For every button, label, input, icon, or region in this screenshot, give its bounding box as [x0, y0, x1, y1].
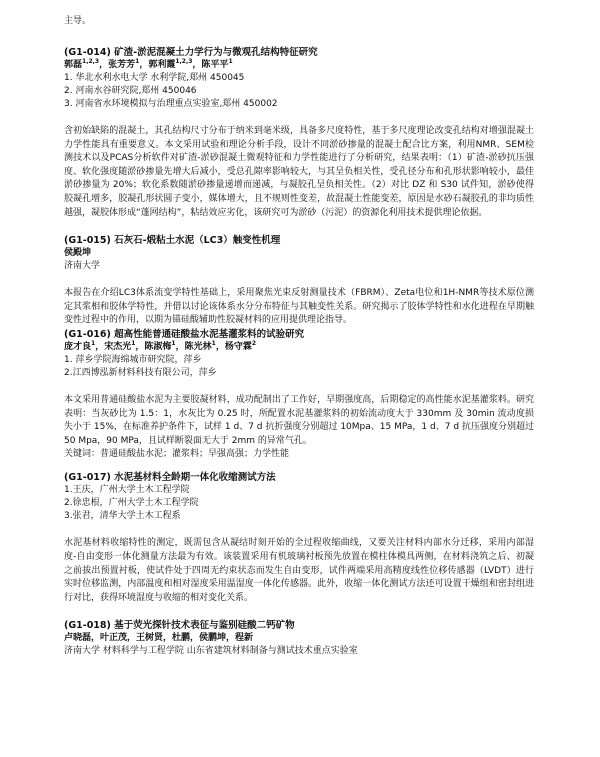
- affil-mark: 1: [135, 58, 140, 65]
- author-text: 庞才良: [64, 341, 92, 352]
- section-title: (G1-015) 石灰石-煅粘土水泥（LC3）触变性机理: [64, 235, 281, 247]
- author-line: [64, 59, 534, 72]
- section-g1-015: [64, 234, 534, 328]
- author-text: ，陈平平: [192, 60, 229, 70]
- affil-mark: 1: [91, 339, 96, 347]
- section-g1-014: [64, 46, 534, 220]
- affil-mark: 1: [211, 339, 216, 347]
- section-title: (G1-017) 水泥基材料全龄期一体化收缩测试方法: [64, 472, 276, 484]
- affiliation: 3.张君，清华大学土木工程系: [64, 511, 181, 522]
- author-line: [64, 341, 534, 354]
- author-line: 卢晓磊，叶正茂，王树贤，杜鹏，侯鹏坤，程新: [64, 633, 254, 644]
- affil-mark: 1: [228, 58, 233, 65]
- section-g1-018: [64, 619, 534, 658]
- affil-mark: 1,2,3: [82, 58, 100, 65]
- affiliation: 2.徐忠根，广州大学土木工程学院: [64, 498, 199, 509]
- section-g1-016: [64, 328, 534, 461]
- author-text: ，杨守霖: [215, 341, 252, 352]
- section-title: (G1-018) 基于荧光探针技术表征与鉴别硅酸二钙矿物: [64, 620, 295, 632]
- section-title: (G1-014) 矿渣-淤泥混凝土力学行为与微观孔结构特征研究: [64, 47, 318, 58]
- affil-mark: 2: [251, 339, 257, 347]
- author-text: ，陈淑梅: [135, 341, 172, 352]
- affiliation: 1.王庆，广州大学土木工程学院: [64, 485, 190, 496]
- abstract-text: 含初始缺陷的混凝土，其孔结构尺寸分布于纳米到毫米级，具备多尺度特性，基于多尺度理论改变孔结构对增强混凝土力学性能具有重要意义。本文采用试验和理论分析手段，设计不同淤砂掺量的混凝土配合比方案，利用NMR、SEM检测技术以及PCAS分析软件对矿渣-淤砂混凝土微观特征和力学性能进行了分析研究，结果表明：（1）矿渣-淤砂抗压强度、软化强度随淤砂掺量先增大后减小，受总孔隙率影响较大，与其呈负相关性，受孔径分布和孔形状影响较小，最佳淤砂掺量为 20%；软化系数随淤砂掺量递增而递减，与凝胶孔呈负相关性。（2）对比 DZ 和 S30 试件知，淤砂使得胶凝孔增多，胶凝孔形状圆子变小，媒体增大，且不规则性变差，故混凝土性能变差，原因是水砂石凝胶孔的非均质性越强，凝胶体形成“蓬网结构”，粘结效应劣化，该研究可为淤砂（污泥）的资源化利用技术提供理论依据。: [64, 126, 534, 218]
- affil-mark: 1: [131, 339, 136, 347]
- author-text: 郭磊: [64, 60, 83, 70]
- affiliation: 济南大学 材料科学与工程学院 山东省建筑材料制备与测试技术重点实验室: [64, 646, 358, 657]
- keywords: 关键词：普通硅酸盐水泥；灌浆料；早强高强；力学性能: [64, 449, 290, 460]
- affiliation: 3. 河南省水环境模拟与治理重点实验室,郑州 450002: [64, 99, 278, 109]
- affil-mark: 1: [171, 339, 176, 347]
- affil-mark: 1,2,3: [175, 58, 193, 65]
- author-text: ，张芳芳: [99, 60, 136, 70]
- intro-line: 主导。: [64, 16, 92, 26]
- affiliation: 2. 河南水谷研究院,郑州 450046: [64, 86, 197, 96]
- abstract-text: 水泥基材料收缩特性的测定，既需包含从凝结时刻开始的全过程收缩曲线，又要关注材料内部水分迁移，采用内部湿度-自由变形一体化测量方法最为有效。该装置采用有机玻璃衬板预先放置在模柱体模具两侧，在材料浇筑之后、初凝之前拔出预置衬板，使试件处于四周无约束状态而发生自由变形，试件两端采用高精度线性位移传感器（LVDT）进行实时位移监测，内部温度和相对湿度采用温湿度一体化传感器。此外，收缩一体化测试方法还可设置干燥组和密封组进行对比，获得环境湿度与收缩的相对变化关系。: [64, 538, 534, 603]
- section-title: (G1-016) 超高性能普通硅酸盐水泥基灌浆料的试验研究: [64, 328, 305, 340]
- section-g1-017: [64, 471, 534, 605]
- abstract-text: 本报告在介绍LC3体系流变学特性基础上，采用聚焦光束反射测量技术（FBRM）、Zeta电位和1H-NMR等技术原位测定其浆相和胶体学特性，并借以讨论该体系水分分布特征与其触变性关系。研究揭示了胶体学特性和水化进程在早期触变性过程中的作用，以期为锚硅酸辅助性胶凝材料的应用提供理论指导。: [64, 288, 534, 326]
- author-text: ，郭利霞: [139, 60, 176, 70]
- author-text: ，宋杰光: [95, 341, 132, 352]
- author-line: 侯殿坤: [64, 248, 92, 259]
- affiliation: 济南大学: [64, 261, 101, 272]
- affiliation: 2.江西博泓新材料科技有限公司，萍乡: [64, 367, 217, 378]
- affiliation: 1. 华北水利水电大学 水利学院,郑州 450045: [64, 73, 245, 83]
- author-text: ，陈光林: [175, 341, 212, 352]
- abstract-text: 本文采用普通硅酸盐水泥为主要胶凝材料，成功配制出了工作好，早期强度高，后期稳定的高性能水泥基灌浆料。研究表明：当灰砂比为 1.5：1，水灰比为 0.25 时，所配置水泥基灌浆料的初始流动度大于 330mm 及 30min 流动度损失小于 15%，在标准养护条件下，试样 1 d、7 d 抗折强度分别超过 10Mpa、15 MPa，1 d、7 d 抗压强度分别超过 50 Mpa，90 MPa，且试样断裂面无大于 2mm 的异常气孔。: [64, 394, 534, 446]
- affiliation: 1. 萍乡学院海绵城市研究院，萍乡: [64, 354, 202, 365]
